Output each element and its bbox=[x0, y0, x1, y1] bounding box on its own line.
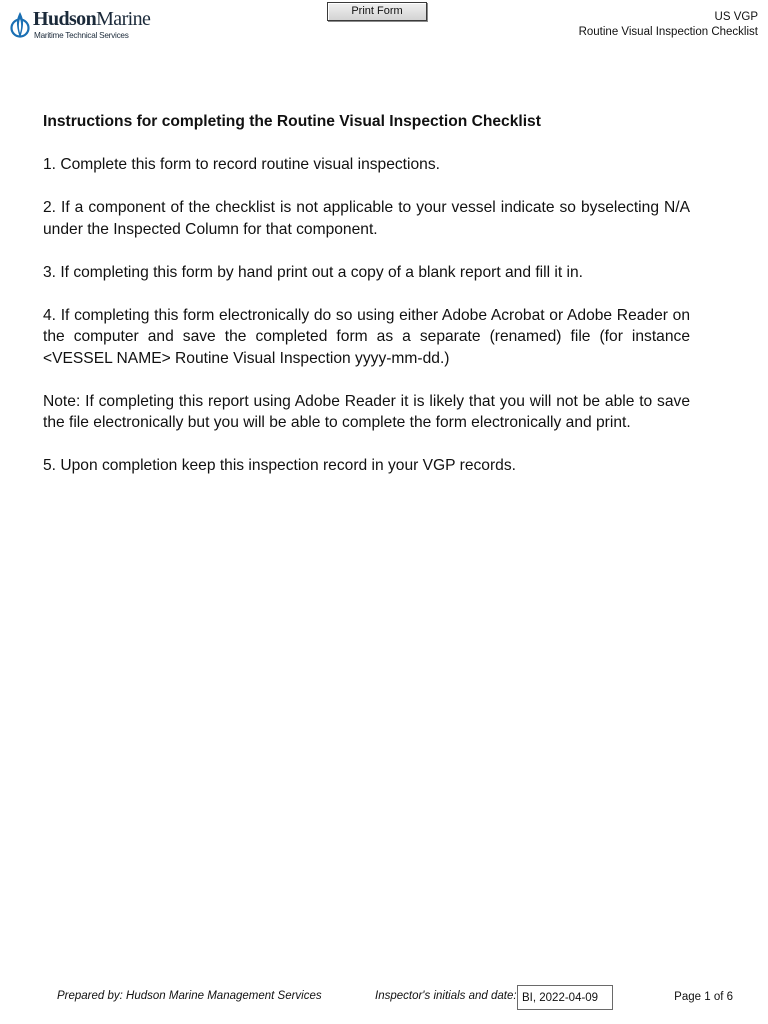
instruction-item: 3. If completing this form by hand print out a copy of a blank report and fill it in. bbox=[43, 263, 584, 281]
logo-tagline: Maritime Technical Services bbox=[34, 31, 129, 40]
inspector-initials-label: Inspector's initials and date: bbox=[375, 990, 517, 1002]
instructions-heading: Instructions for completing the Routine Visual Inspection Checklist bbox=[43, 113, 541, 130]
instruction-item: 4. If completing this form electronically do so using either Adobe Acrobat or Adobe Reader on the computer and save the completed form as a separate (renamed) file (for instance <VESSEL NAME> Routine Visual Inspection yyyy-mm-dd.) bbox=[43, 306, 690, 367]
compass-flame-icon bbox=[10, 11, 30, 41]
instruction-item: 5. Upon completion keep this inspection record in your VGP records. bbox=[43, 457, 516, 474]
company-logo bbox=[10, 9, 160, 43]
instruction-item: 1. Complete this form to record routine visual inspections. bbox=[43, 156, 440, 173]
instruction-note: Note: If completing this report using Adobe Reader it is likely that you will not be able to save the file electronically but you will be able to complete the form electronically and print. bbox=[43, 392, 690, 431]
print-form-button[interactable]: Print Form bbox=[327, 2, 427, 21]
instructions-section bbox=[43, 111, 690, 498]
logo-wordmark: HudsonMarine bbox=[33, 8, 151, 30]
document-title: Routine Visual Inspection Checklist bbox=[578, 26, 758, 38]
page-number: Page 1 of 6 bbox=[674, 991, 733, 1003]
prepared-by-label: Prepared by: Hudson Marine Management Services bbox=[57, 990, 322, 1002]
instruction-item: 2. If a component of the checklist is not applicable to your vessel indicate so byselecting N/A under the Inspected Column for that component. bbox=[43, 199, 690, 238]
document-code: US VGP bbox=[714, 11, 758, 23]
document-header bbox=[579, 10, 758, 40]
inspector-initials-date-field[interactable] bbox=[517, 985, 613, 1010]
